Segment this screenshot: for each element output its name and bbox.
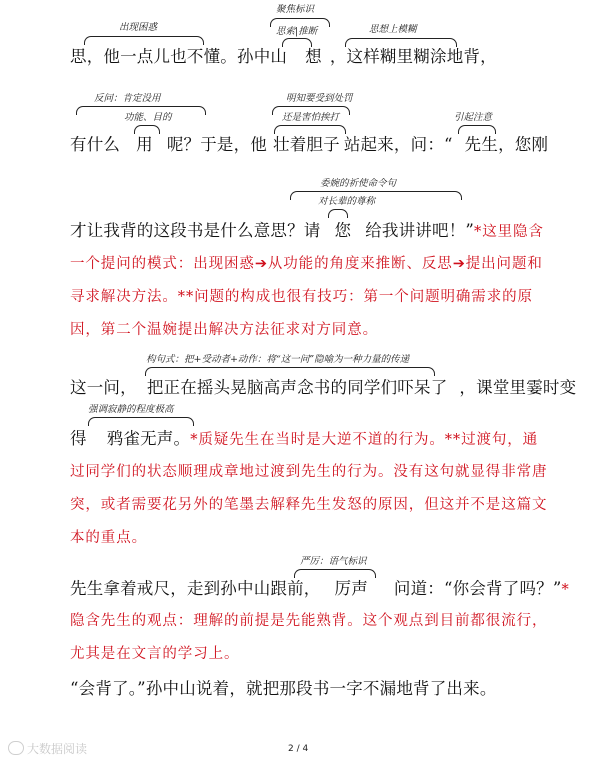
brace-nin	[328, 209, 348, 218]
arrow-icon: ➔	[452, 256, 466, 272]
text-line-2: 有什么 用 呢？于是，他 壮着胆子 站起来，问：“ 先生，您刚	[70, 135, 549, 154]
annotation-duizhang: 对长辈的尊称	[318, 196, 376, 207]
commentary-line-8: 尤其是在文言的学习上。	[70, 646, 240, 662]
brace-zhuangzhe-danzi	[274, 125, 346, 134]
text-line-7: “会背了。”孙中山说着，就把那段书一字不漏地背了出来。	[70, 679, 497, 698]
watermark: 大数据阅读	[8, 740, 87, 757]
text-line-1: 思，他一点儿也不懂。孙中山 想 ，这样糊里糊涂地背，	[70, 47, 497, 66]
annotation-fanwen: 反问：肯定没用	[94, 93, 161, 104]
commentary-line-5: 突，或者需要花另外的笔墨去解释先生发怒的原因，但这并不是这篇文	[70, 497, 548, 513]
annotation-gongneng-mudi: 功能、目的	[124, 112, 172, 123]
brace-weiwan	[290, 191, 462, 200]
brace-lisheng	[294, 569, 376, 578]
wechat-logo-icon	[8, 741, 24, 755]
annotation-weiwan: 委婉的祈使命令句	[320, 178, 397, 189]
text-line-4: 这一问， 把正在摇头晃脑高声念书的同学们吓呆了 ，课堂里霎时变	[70, 378, 577, 397]
commentary-line-1: 一个提问的模式：出现困惑➔从功能的角度来推断、反思➔提出问题和	[70, 256, 543, 272]
text-line-3: 才让我背的这段书是什么意思？请 您 给我讲讲吧！”*这里隐含	[70, 221, 544, 240]
commentary-line-6: 本的重点。	[70, 530, 147, 546]
text-line-5: 得 鸦雀无声。*质疑先生在当时是大逆不道的行为。**过渡句，通	[70, 429, 539, 448]
brace-xiansheng	[458, 125, 496, 134]
brace-chuxian-kunhuo	[84, 36, 204, 45]
commentary-line-7: 隐含先生的观点：理解的前提是先能熟背。这个观点到目前都很流行，	[70, 613, 548, 629]
commentary-line-4: 过同学们的状态顺理成章地过渡到先生的行为。没有这句就显得非常唐	[70, 464, 548, 480]
brace-qiangdiao	[88, 417, 194, 426]
commentary-line-3: 因，第二个温婉提出解决方法征求对方同意。	[70, 322, 378, 338]
annotation-yinqi-zhuyi: 引起注意	[454, 112, 493, 123]
annotation-yanli: 严厉：语气标识	[300, 556, 367, 567]
commentary-line-2: 寻求解决方法。**问题的构成也很有技巧：第一个问题明确需求的原	[70, 289, 533, 305]
page-number: 2 / 4	[288, 744, 309, 754]
annotation-haishi: 还是害怕挨打	[282, 112, 340, 123]
brace-yong	[134, 125, 160, 134]
annotation-qiangdiao: 强调寂静的程度极高	[88, 404, 174, 415]
brace-gouju	[145, 367, 435, 376]
annotation-sixiang-mohu: 思想上模糊	[369, 24, 417, 35]
annotation-mingzhi: 明知要受到处罚	[286, 93, 353, 104]
annotation-chuxian-kunhuo: 出现困惑	[119, 22, 158, 33]
annotation-jujiao-biaoshi: 聚焦标识	[276, 4, 315, 15]
annotation-gouju: 构句式：把+受动者+动作：将“这一问”隐喻为一种力量的传递	[146, 354, 410, 365]
text-line-6: 先生拿着戒尺，走到孙中山跟前， 厉声 问道：“你会背了吗？”*	[70, 579, 570, 598]
arrow-icon: ➔	[254, 256, 268, 272]
annotation-sisuo-tuiduan: 思索|推断	[276, 26, 318, 37]
